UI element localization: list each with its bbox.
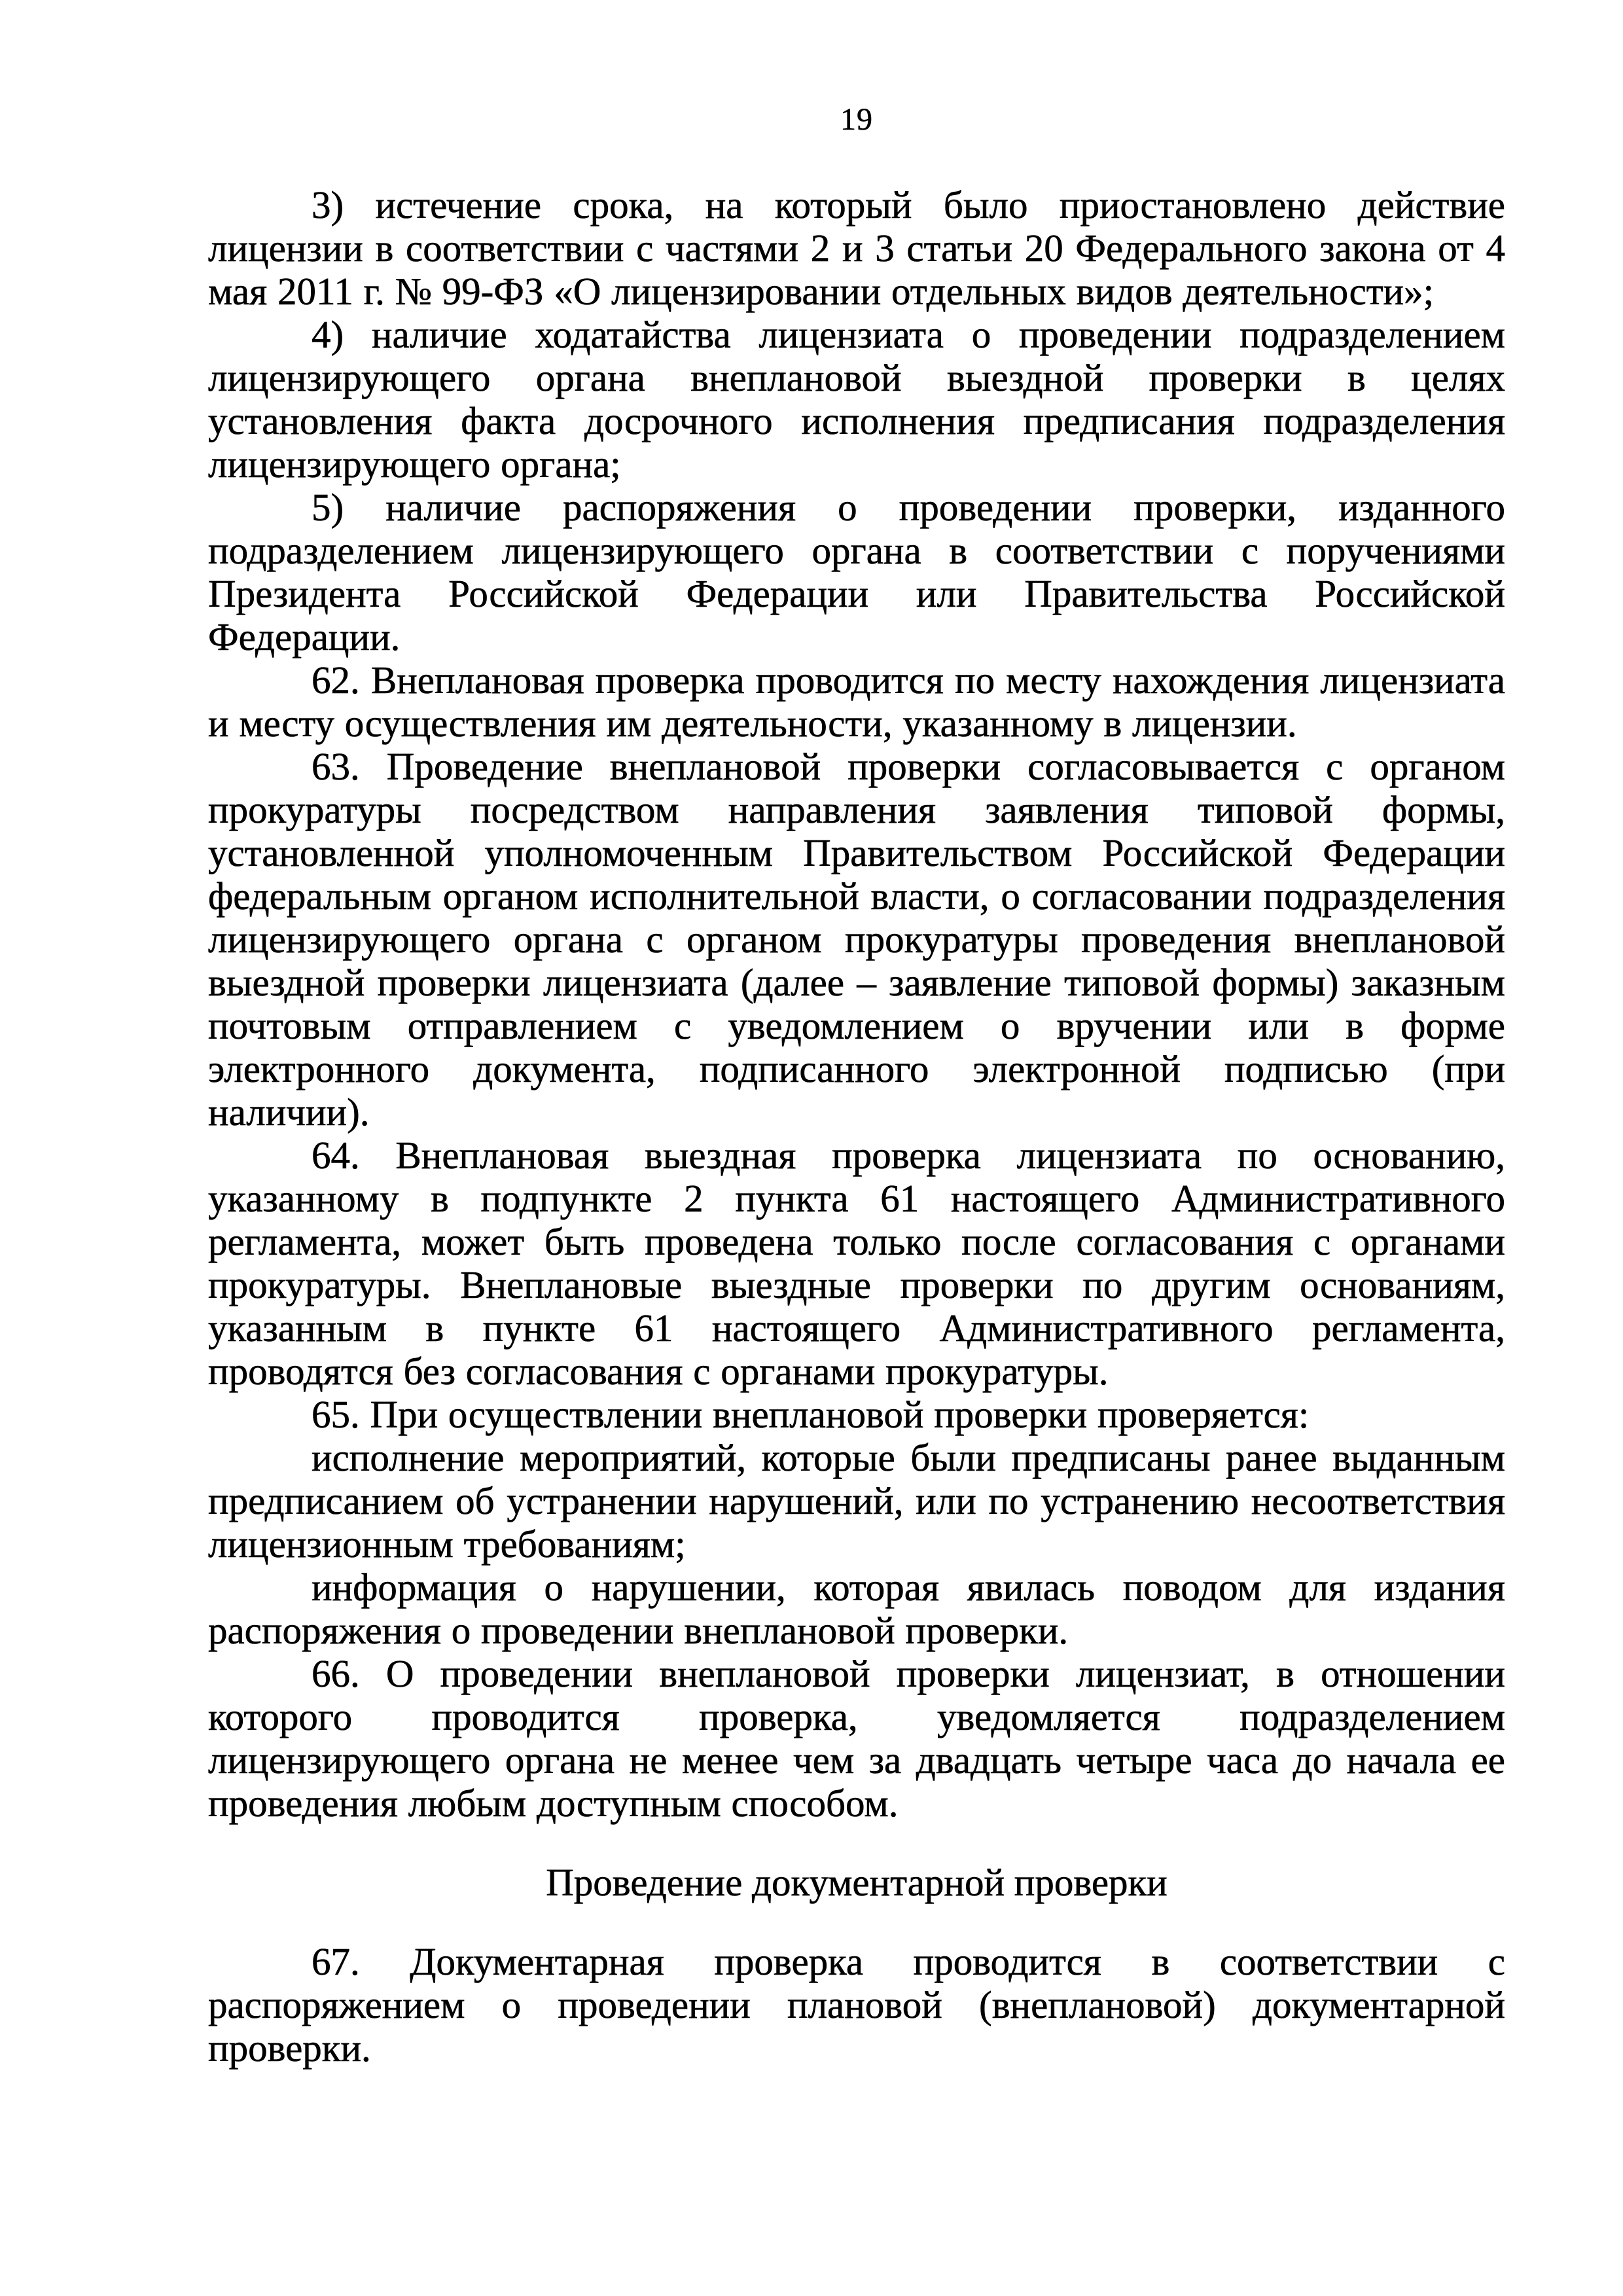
page-number: 19	[840, 102, 873, 137]
page-content	[208, 103, 1505, 2070]
paragraph-item-64: 64. Внеплановая выездная проверка лицензиата по основанию, указанному в подпункте 2 пункта 61 настоящего Административного регламента, может быть проведена только после согласования с органами прокуратуры. Внеплановые выездные проверки по другим основаниям, указанным в пункте 61 настоящего Административного регламента, проводятся без согласования с органами прокуратуры.	[208, 1134, 1505, 1393]
section-heading: Проведение документарной проверки	[546, 1861, 1168, 1904]
paragraph-item-65-sub-1: исполнение мероприятий, которые были предписаны ранее выданным предписанием об устранении нарушений, или по устранению несоответствия лицензионным требованиям;	[208, 1436, 1505, 1566]
paragraph-item-63: 63. Проведение внеплановой проверки согласовывается с органом прокуратуры посредством направления заявления типовой формы, установленной уполномоченным Правительством Российской Федерации федеральным органом исполнительной власти, о согласовании подразделения лицензирующего органа с органом прокуратуры проведения внеплановой выездной проверки лицензиата (далее – заявление типовой формы) заказным почтовым отправлением с уведомлением о вручении или в форме электронного документа, подписанного электронной подписью (при наличии).	[208, 745, 1505, 1134]
paragraph-item-67: 67. Документарная проверка проводится в соответствии с распоряжением о проведении плановой (внеплановой) документарной проверки.	[208, 1940, 1505, 2070]
paragraph-item-62: 62. Внеплановая проверка проводится по месту нахождения лицензиата и месту осуществления им деятельности, указанному в лицензии.	[208, 658, 1505, 745]
paragraph-item-65-sub-2: информация о нарушении, которая явилась поводом для издания распоряжения о проведении внеплановой проверки.	[208, 1566, 1505, 1652]
paragraph-subitem-4: 4) наличие ходатайства лицензиата о проведении подразделением лицензирующего органа внеплановой выездной проверки в целях установления факта досрочного исполнения предписания подразделения лицензирующего органа;	[208, 313, 1505, 486]
paragraph-subitem-5: 5) наличие распоряжения о проведении проверки, изданного подразделением лицензирующего органа в соответствии с поручениями Президента Российской Федерации или Правительства Российской Федерации.	[208, 486, 1505, 658]
paragraph-item-65: 65. При осуществлении внеплановой проверки проверяется:	[312, 1393, 1310, 1436]
document-body	[208, 183, 1505, 2070]
paragraph-item-66: 66. О проведении внеплановой проверки лицензиат, в отношении которого проводится проверка, уведомляется подразделением лицензирующего органа не менее чем за двадцать четыре часа до начала ее проведения любым доступным способом.	[208, 1652, 1505, 1825]
paragraph-subitem-3: 3) истечение срока, на который было приостановлено действие лицензии в соответствии с частями 2 и 3 статьи 20 Федерального закона от 4 мая 2011 г. № 99-ФЗ «О лицензировании отдельных видов деятельности»;	[208, 183, 1505, 313]
